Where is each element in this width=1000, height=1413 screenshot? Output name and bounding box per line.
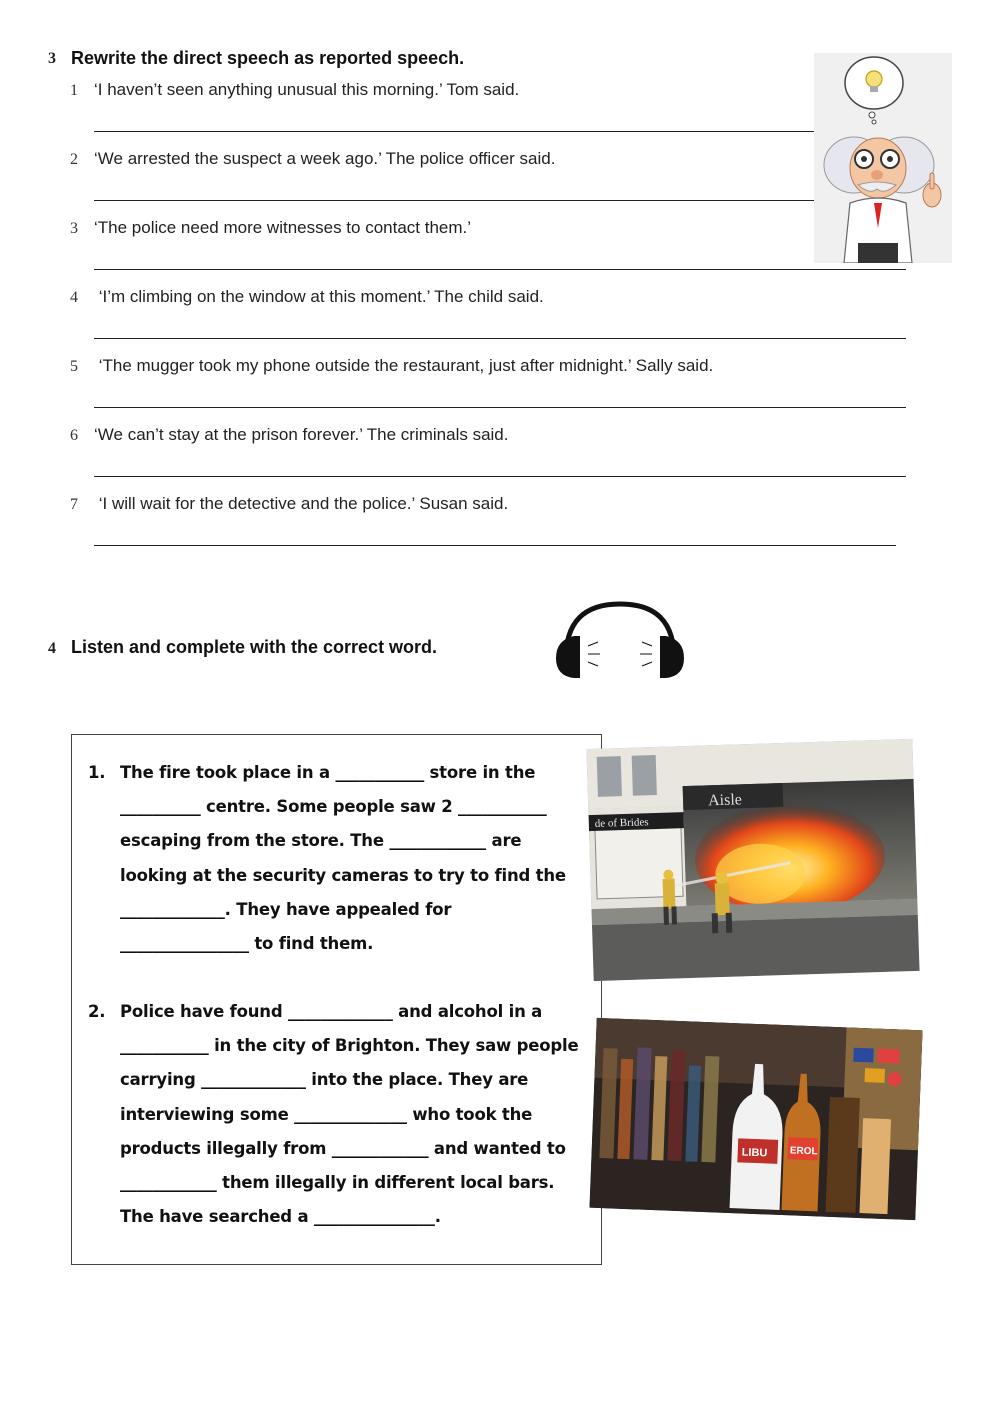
exercise-item-2 — [70, 149, 555, 169]
shop-sign-main: Aisle — [707, 791, 743, 810]
bottle-label-2: EROL — [789, 1145, 818, 1158]
item-text: ‘I will wait for the detective and the police.’ Susan said. — [94, 494, 509, 513]
answer-line-1[interactable] — [94, 131, 814, 132]
paragraph-line: Police have found _____________ and alcohol in a — [120, 1002, 543, 1021]
item-text: ‘I’m climbing on the window at this moment.’ The child said. — [94, 287, 544, 306]
paragraph-line: _____________. They have appealed for — [120, 899, 452, 919]
exercise-item-5 — [70, 356, 713, 376]
professor-icon — [814, 53, 952, 263]
item-number: 1 — [70, 82, 78, 99]
paragraph-line: The have searched a _______________. — [120, 1207, 441, 1227]
paragraph-line: ____________ them illegally in different local bars. — [120, 1172, 555, 1192]
item-number: 2 — [70, 151, 78, 168]
section4-title: Listen and complete with the correct word. — [71, 637, 438, 657]
paragraph-line: escaping from the store. The ____________ are — [120, 831, 522, 851]
exercise-item-4 — [70, 287, 544, 307]
answer-line-2[interactable] — [94, 200, 814, 201]
item-text: ‘We arrested the suspect a week ago.’ The police officer said. — [94, 149, 556, 168]
exercise-item-3 — [70, 218, 471, 238]
paragraph-line: __________ centre. Some people saw 2 ___________ — [120, 797, 547, 817]
section3-title: Rewrite the direct speech as reported speech. — [71, 48, 465, 68]
item-number: 3 — [70, 220, 78, 237]
item-text: ‘We can’t stay at the prison forever.’ The criminals said. — [94, 425, 509, 444]
item-number: 7 — [70, 496, 78, 513]
paragraph-line: looking at the security cameras to try to find the — [120, 865, 566, 885]
answer-line-4[interactable] — [94, 338, 906, 339]
exercise-item-1 — [70, 80, 519, 100]
bottle-label-1: LIBU — [741, 1146, 768, 1160]
paragraph-line: products illegally from ____________ and wanted to — [120, 1138, 566, 1158]
paragraph-number: 1. — [88, 763, 106, 782]
answer-line-5[interactable] — [94, 407, 906, 408]
item-text: ‘The police need more witnesses to contact them.’ — [94, 218, 472, 237]
section3-number: 3 — [48, 50, 56, 67]
item-text: ‘The mugger took my phone outside the restaurant, just after midnight.’ Sally said. — [94, 356, 714, 375]
alcohol-bottles-photo — [589, 1018, 922, 1220]
answer-line-3[interactable] — [94, 269, 906, 270]
professor-illustration — [814, 53, 952, 263]
section4-number: 4 — [48, 640, 56, 657]
headphones-icon — [552, 598, 688, 682]
paragraph-number: 2. — [88, 1002, 106, 1021]
item-number: 6 — [70, 427, 78, 444]
item-number: 5 — [70, 358, 78, 375]
item-number: 4 — [70, 289, 78, 306]
exercise-item-7 — [70, 494, 508, 514]
store-fire-photo — [586, 739, 919, 981]
shop-sign-left: de of Brides — [594, 816, 649, 830]
paragraph-line: interviewing some ______________ who took the — [120, 1104, 533, 1124]
paragraph-line: ___________ in the city of Brighton. They saw people — [120, 1036, 579, 1056]
answer-line-7[interactable] — [94, 545, 896, 546]
paragraph-line: ________________ to find them. — [120, 933, 374, 953]
exercise-item-6 — [70, 425, 508, 445]
answer-line-6[interactable] — [94, 476, 906, 477]
headphones-illustration — [552, 598, 688, 687]
item-text: ‘I haven’t seen anything unusual this morning.’ Tom said. — [94, 80, 520, 99]
paragraph-line: The fire took place in a ___________ store in the — [120, 763, 536, 782]
paragraph-line: carrying _____________ into the place. They are — [120, 1070, 529, 1090]
